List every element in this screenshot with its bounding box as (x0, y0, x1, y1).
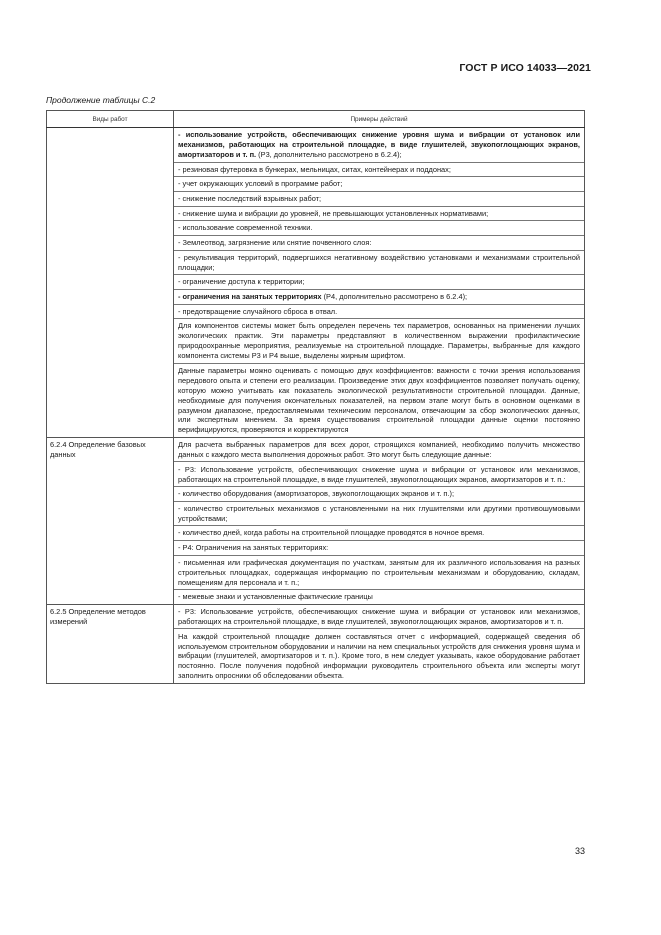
action-item-text: - использование современной техники. (178, 223, 313, 233)
action-item (174, 556, 584, 591)
action-item-bold-text: - ограничения на занятых территориях (178, 292, 322, 302)
action-examples-cell (174, 128, 585, 438)
work-type-cell (47, 437, 174, 604)
table-header-row (47, 111, 585, 128)
work-type-text: 6.2.5 Определение методов измерений (50, 606, 146, 626)
action-item (174, 290, 584, 305)
work-type-cell (47, 604, 174, 683)
action-item-text: - письменная или графическая документация по участкам, занятым для их различного использования на разных строительных площадках, содержащая информацию по строительным механизмам и оборудованию, складам, помещениям для персонала и т. п.; (178, 557, 580, 587)
action-examples-cell (174, 437, 585, 604)
action-item-text: - снижение последствий взрывных работ; (178, 194, 322, 204)
work-type-text: 6.2.4 Определение базовых данных (50, 439, 146, 459)
action-item-text: - ограничение доступа к территории; (178, 277, 305, 287)
action-item (174, 128, 584, 163)
action-item-bold-text: - использование устройств, обеспечивающих снижение уровня шума и вибрации от установок или механизмов, работающих на строительной площадке, в виде глушителей, звукопоглощающих экранов, амортизаторов и т. п. (178, 130, 580, 159)
action-item-text: - снижение шума и вибрации до уровней, не превышающих установленных нормативами; (178, 208, 489, 218)
action-item (174, 541, 584, 556)
table-row (47, 437, 585, 604)
action-item-text: - Р3: Использование устройств, обеспечивающих снижение шума и вибрации от установок или механизмов, работающих на строительной площадке, в виде глушителей, звукопоглощающих экранов, амортизаторов и т. п. (178, 607, 580, 626)
action-item-text: - Р3: Использование устройств, обеспечивающих снижение шума и вибрации от установок или механизмов, работающих на строительной площадке, в виде глушителей, звукопоглощающих экранов, амортизаторов и т. п.: (178, 464, 580, 484)
action-item (174, 236, 584, 251)
action-item (174, 251, 584, 276)
work-type-cell (47, 128, 174, 438)
action-item (174, 207, 584, 222)
action-item-text: - количество строительных механизмов с установленными на них глушителями или другими противошумовыми устройствами; (178, 503, 580, 523)
action-item-text: - Землеотвод, загрязнение или снятие почвенного слоя: (178, 238, 372, 248)
action-item (174, 364, 584, 437)
action-item (174, 305, 584, 320)
action-item-text: Для расчета выбранных параметров для всех дорог, строящихся компанией, необходимо получить множество данных с каждого места выполнения дорожных работ. Это могут быть следующие данные: (178, 440, 580, 459)
action-item (174, 462, 584, 487)
work-type-text (47, 128, 173, 131)
column-header-work-types: Виды работ (47, 111, 174, 128)
action-item-text: - межевые знаки и установленные фактические границы (178, 592, 373, 602)
action-item (174, 526, 584, 541)
action-item-text: - учет окружающих условий в программе работ; (178, 179, 343, 189)
table-row (47, 604, 585, 683)
action-item-text: - количество оборудования (амортизаторов, звукопоглощающих экранов и т. п.); (178, 489, 455, 499)
table-row (47, 128, 585, 438)
action-item (174, 221, 584, 236)
action-item-text: - Р4: Ограничения на занятых территориях: (178, 543, 329, 553)
table-caption: Продолжение таблицы С.2 (46, 95, 156, 105)
action-item (174, 177, 584, 192)
document-code: ГОСТ Р ИСО 14033—2021 (459, 62, 591, 74)
actions-table (46, 110, 585, 684)
action-item-text: - предотвращение случайного сброса в отвал. (178, 306, 338, 316)
action-item-text: Для компонентов системы может быть определен перечень тех параметров, основанных на применении лучших экологических практик. Эти параметры представляют в количественном выражении профилактические природоохранные мероприятия, реализуемые на строительной площадке. Параметры, выбранные для каждого компонента системы Р3 и Р4 выше, выделены жирным шрифтом. (178, 321, 580, 361)
action-item (174, 192, 584, 207)
action-item (174, 319, 584, 363)
action-item (174, 487, 584, 502)
action-item (174, 629, 584, 682)
action-item (174, 502, 584, 527)
action-item-text: - резиновая футеровка в бункерах, мельницах, ситах, контейнерах и поддонах; (178, 164, 451, 174)
action-item (174, 275, 584, 290)
column-header-action-examples: Примеры действий (174, 111, 585, 128)
action-item (174, 590, 584, 604)
action-item (174, 438, 584, 463)
action-item-text: Данные параметры можно оценивать с помощью двух коэффициентов: важности с точки зрения использования передового опыта и степени его реализации. Произведение этих двух коэффициентов позволяет получать оценку, которую можно учитывать как показатель экологической результативности строительной площадки. Данные, необходимые для получения окончательных показателей, на первом этапе могут быть в основном оценками в разумном диапазоне, предоставляемыми техническим персоналом, отвечающим за сбор экологических данных, или экспертным мнением. За время существования строительной площадки данные оценки постоянно верифицируются, проверяются и корректируются (178, 365, 580, 435)
action-item-text: - количество дней, когда работы на строительной площадке проводятся в ночное время. (178, 528, 485, 538)
action-item-text: - рекультивация территорий, подвергшихся негативному воздействию установками и механизмами строительной площадки; (178, 252, 580, 272)
action-item-text: На каждой строительной площадке должен составляться отчет с информацией, содержащей сведения об используемом строительном оборудовании и наличии на нем специальных устройств для снижения уровня шума и вибрации (глушителей, амортизаторов и т. п.). Кроме того, в нем следует указывать, какое оборудование работает постоянно. После получения подобной информации руководитель строительного объекта или эксперты могут заполнить опросники об обследовании объекта. (178, 631, 580, 681)
action-item-text: (Р3, дополнительно рассмотрено в 6.2.4); (256, 150, 402, 159)
action-item (174, 163, 584, 178)
action-item-text: (Р4, дополнительно рассмотрено в 6.2.4); (321, 292, 468, 302)
action-examples-cell (174, 604, 585, 683)
action-item (174, 605, 584, 630)
page-number: 33 (574, 846, 585, 856)
